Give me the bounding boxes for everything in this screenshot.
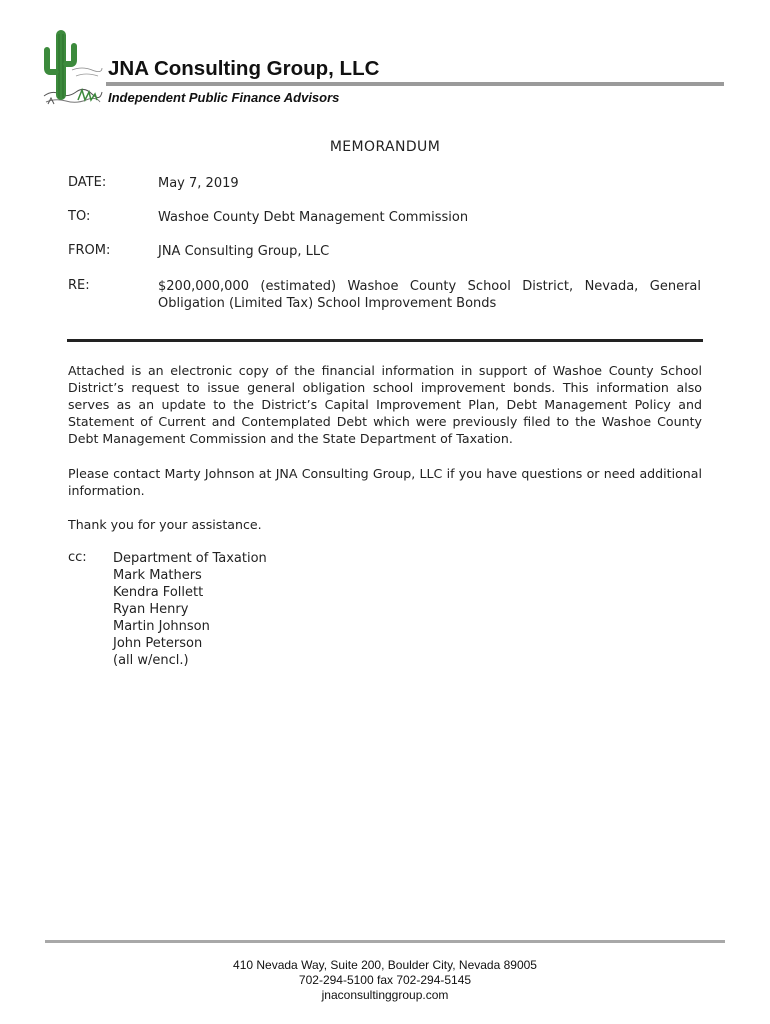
footer-address: 410 Nevada Way, Suite 200, Boulder City, Nevada 89005 (233, 958, 537, 972)
cc-recipient: Mark Mathers (113, 568, 202, 583)
cc-recipient: Department of Taxation (113, 551, 267, 566)
date-label: DATE: (68, 175, 107, 190)
company-name: JNA Consulting Group, LLC (108, 57, 380, 80)
from-value: JNA Consulting Group, LLC (158, 244, 330, 259)
footer (0, 958, 770, 1003)
re-value: $200,000,000 (estimated) Washoe County School District, Nevada, General Obligation (Limited Tax) School Improvement Bonds (158, 279, 701, 311)
re-label: RE: (68, 278, 90, 293)
to-value: Washoe County Debt Management Commission (158, 210, 469, 225)
header-rule (106, 82, 724, 86)
body-paragraph-3: Thank you for your assistance. (68, 517, 262, 532)
cc-enclosure-note: (all w/encl.) (113, 653, 189, 668)
cc-list (113, 550, 267, 669)
cc-recipient: John Peterson (113, 636, 203, 651)
body-paragraph-2: Please contact Marty Johnson at JNA Consulting Group, LLC if you have questions or need additional information. (68, 466, 702, 498)
footer-phone-fax: 702-294-5100 fax 702-294-5145 (298, 973, 472, 987)
cc-recipient: Ryan Henry (113, 602, 189, 617)
body-paragraph-1: Attached is an electronic copy of the financial information in support of Washoe County School District’s request to issue general obligation school improvement bonds. This information also serves as an update to the District’s Capital Improvement Plan, Debt Management Policy and Statement of Current and Contemplated Debt which were previously filed to the Washoe County Debt Management Commission and the State Department of Taxation. (68, 363, 702, 446)
cc-label: cc: (68, 550, 87, 565)
from-label: FROM: (68, 243, 111, 258)
footer-website: jnaconsultinggroup.com (321, 988, 449, 1002)
cactus-logo-icon (42, 26, 104, 108)
cc-recipient: Kendra Follett (113, 585, 204, 600)
memo-title: MEMORANDUM (329, 139, 441, 155)
to-label: TO: (68, 209, 91, 224)
company-tagline: Independent Public Finance Advisors (108, 90, 340, 105)
footer-rule (45, 940, 725, 943)
memo-divider (67, 339, 703, 342)
date-value: May 7, 2019 (158, 176, 239, 191)
cc-recipient: Martin Johnson (113, 619, 210, 634)
